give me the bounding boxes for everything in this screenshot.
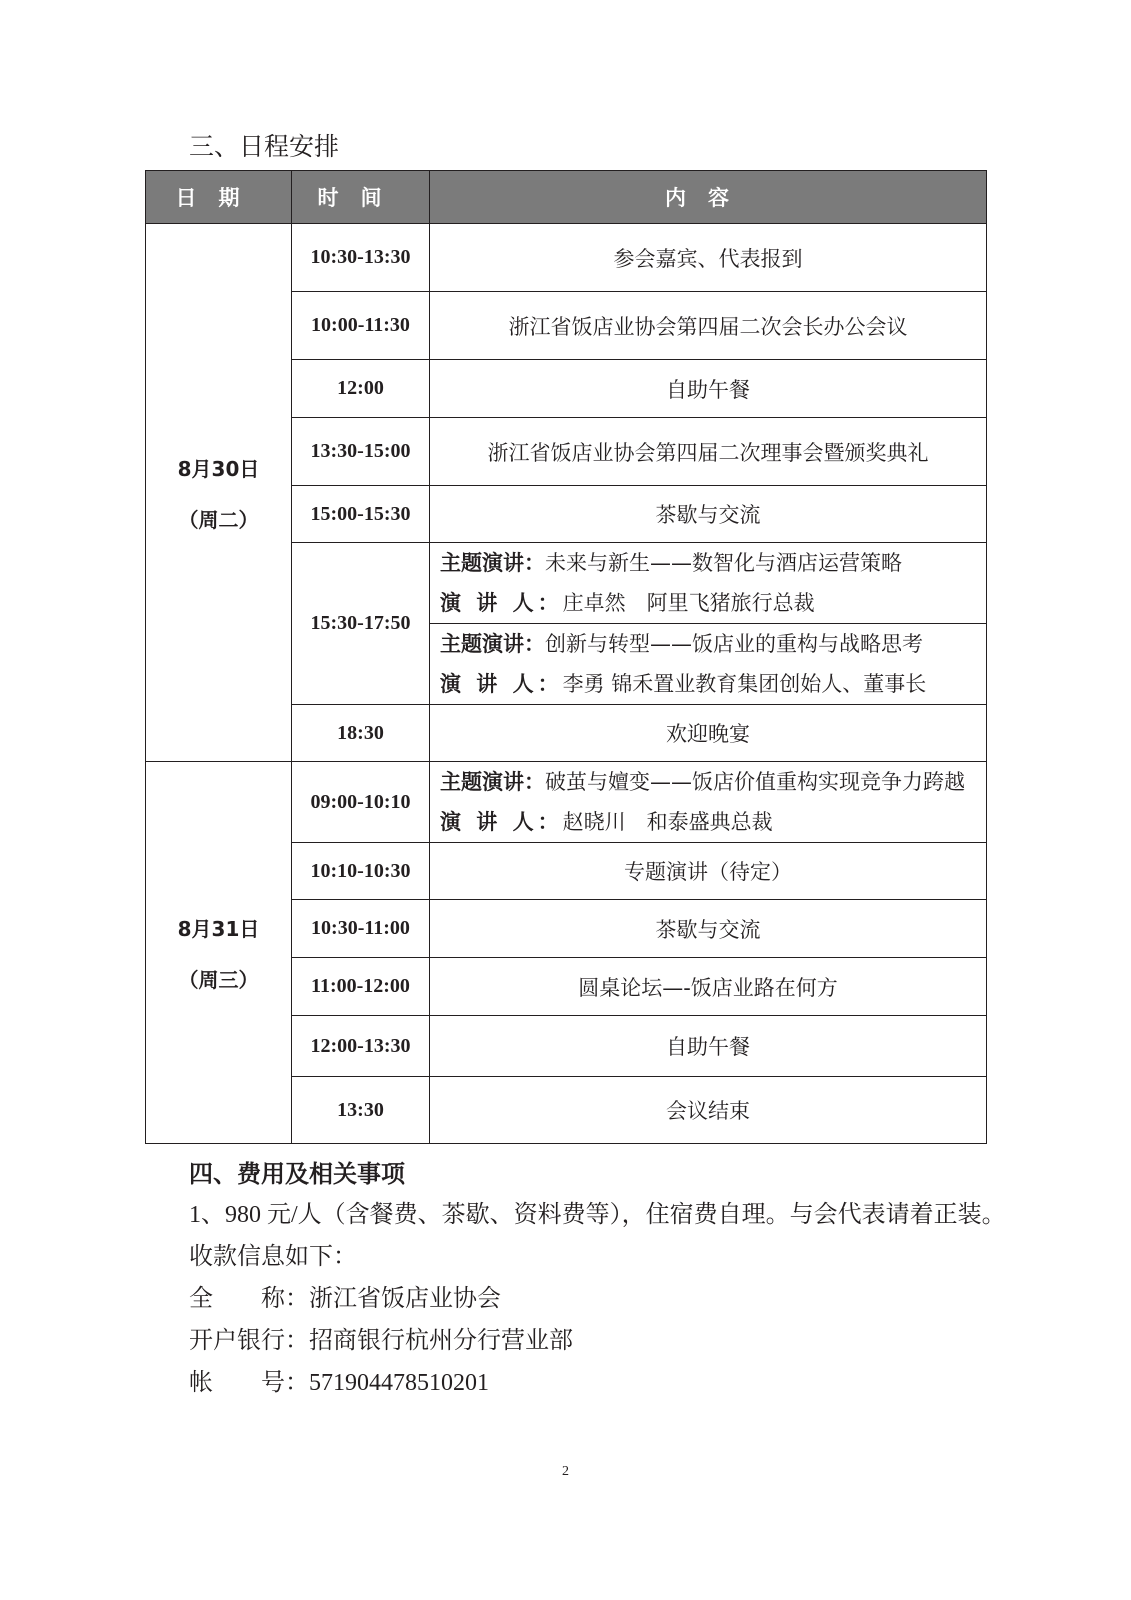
time-cell: 13:30-15:00 bbox=[292, 418, 430, 486]
content-cell: 参会嘉宾、代表报到 bbox=[430, 224, 987, 292]
time-cell: 12:00-13:30 bbox=[292, 1016, 430, 1077]
payment-field bbox=[189, 1320, 1006, 1362]
day1-date: 8月30日 bbox=[177, 456, 260, 481]
time-cell: 10:00-11:30 bbox=[292, 292, 430, 360]
time-cell: 13:30 bbox=[292, 1077, 430, 1144]
talk-cell bbox=[430, 624, 987, 705]
section-4 bbox=[189, 1158, 1006, 1404]
table-row bbox=[146, 224, 987, 292]
header-content: 内容 bbox=[430, 171, 987, 224]
header-time: 时间 bbox=[292, 171, 430, 224]
time-cell: 10:10-10:30 bbox=[292, 843, 430, 900]
content-cell: 专题演讲（待定） bbox=[430, 843, 987, 900]
time-cell: 10:30-11:00 bbox=[292, 900, 430, 958]
talk-topic: 破茧与嬗变——饭店价值重构实现竞争力跨越 bbox=[545, 770, 965, 794]
field-label: 帐 号： bbox=[189, 1370, 309, 1396]
field-value: 招商银行杭州分行营业部 bbox=[309, 1328, 573, 1354]
speaker-label: 演 讲 人： bbox=[440, 810, 563, 834]
table-header-row bbox=[146, 171, 987, 224]
table-row bbox=[146, 762, 987, 843]
day2-date-cell bbox=[146, 762, 292, 1144]
topic-label: 主题演讲： bbox=[440, 770, 545, 794]
content-cell: 欢迎晚宴 bbox=[430, 705, 987, 762]
fee-line: 1、980 元/人（含餐费、茶歇、资料费等），住宿费自理。与会代表请着正装。 bbox=[189, 1202, 1006, 1228]
content-cell: 自助午餐 bbox=[430, 360, 987, 418]
schedule-table bbox=[145, 170, 987, 1144]
time-cell: 09:00-10:10 bbox=[292, 762, 430, 843]
payment-field bbox=[189, 1278, 1006, 1320]
field-label: 全 称： bbox=[189, 1286, 309, 1312]
content-cell: 茶歇与交流 bbox=[430, 486, 987, 543]
speaker-label: 演 讲 人： bbox=[440, 591, 563, 615]
time-cell: 18:30 bbox=[292, 705, 430, 762]
day1-date-cell bbox=[146, 224, 292, 762]
field-value: 571904478510201 bbox=[309, 1370, 489, 1396]
talk-topic: 未来与新生——数智化与酒店运营策略 bbox=[545, 551, 902, 575]
talk-cell bbox=[430, 762, 987, 843]
header-date: 日期 bbox=[146, 171, 292, 224]
section-4-title: 四、费用及相关事项 bbox=[189, 1160, 405, 1188]
content-cell: 会议结束 bbox=[430, 1077, 987, 1144]
content-cell: 圆桌论坛—-饭店业路在何方 bbox=[430, 958, 987, 1016]
field-value: 浙江省饭店业协会 bbox=[309, 1286, 501, 1312]
payment-intro: 收款信息如下： bbox=[189, 1244, 357, 1270]
day2-weekday: （周三） bbox=[178, 967, 259, 992]
topic-label: 主题演讲： bbox=[440, 632, 545, 656]
talk-speaker: 李勇 锦禾置业教育集团创始人、董事长 bbox=[562, 672, 927, 696]
talk-cell bbox=[430, 543, 987, 624]
content-cell: 浙江省饭店业协会第四届二次会长办公会议 bbox=[430, 292, 987, 360]
topic-label: 主题演讲： bbox=[440, 551, 545, 575]
day1-weekday: （周二） bbox=[178, 507, 259, 532]
field-label: 开户银行： bbox=[189, 1328, 309, 1354]
time-cell: 15:00-15:30 bbox=[292, 486, 430, 543]
section-3-title: 三、日程安排 bbox=[189, 132, 340, 161]
talk-speaker: 庄卓然 阿里飞猪旅行总裁 bbox=[562, 591, 815, 615]
content-cell: 自助午餐 bbox=[430, 1016, 987, 1077]
time-cell: 15:30-17:50 bbox=[292, 543, 430, 705]
payment-field bbox=[189, 1362, 1006, 1404]
content-cell: 茶歇与交流 bbox=[430, 900, 987, 958]
day2-date: 8月31日 bbox=[177, 916, 260, 941]
talk-topic: 创新与转型——饭店业的重构与战略思考 bbox=[545, 632, 923, 656]
time-cell: 12:00 bbox=[292, 360, 430, 418]
content-cell: 浙江省饭店业协会第四届二次理事会暨颁奖典礼 bbox=[430, 418, 987, 486]
talk-speaker: 赵晓川 和泰盛典总裁 bbox=[562, 810, 773, 834]
time-cell: 10:30-13:30 bbox=[292, 224, 430, 292]
page-number: 2 bbox=[562, 1464, 569, 1479]
speaker-label: 演 讲 人： bbox=[440, 672, 563, 696]
time-cell: 11:00-12:00 bbox=[292, 958, 430, 1016]
